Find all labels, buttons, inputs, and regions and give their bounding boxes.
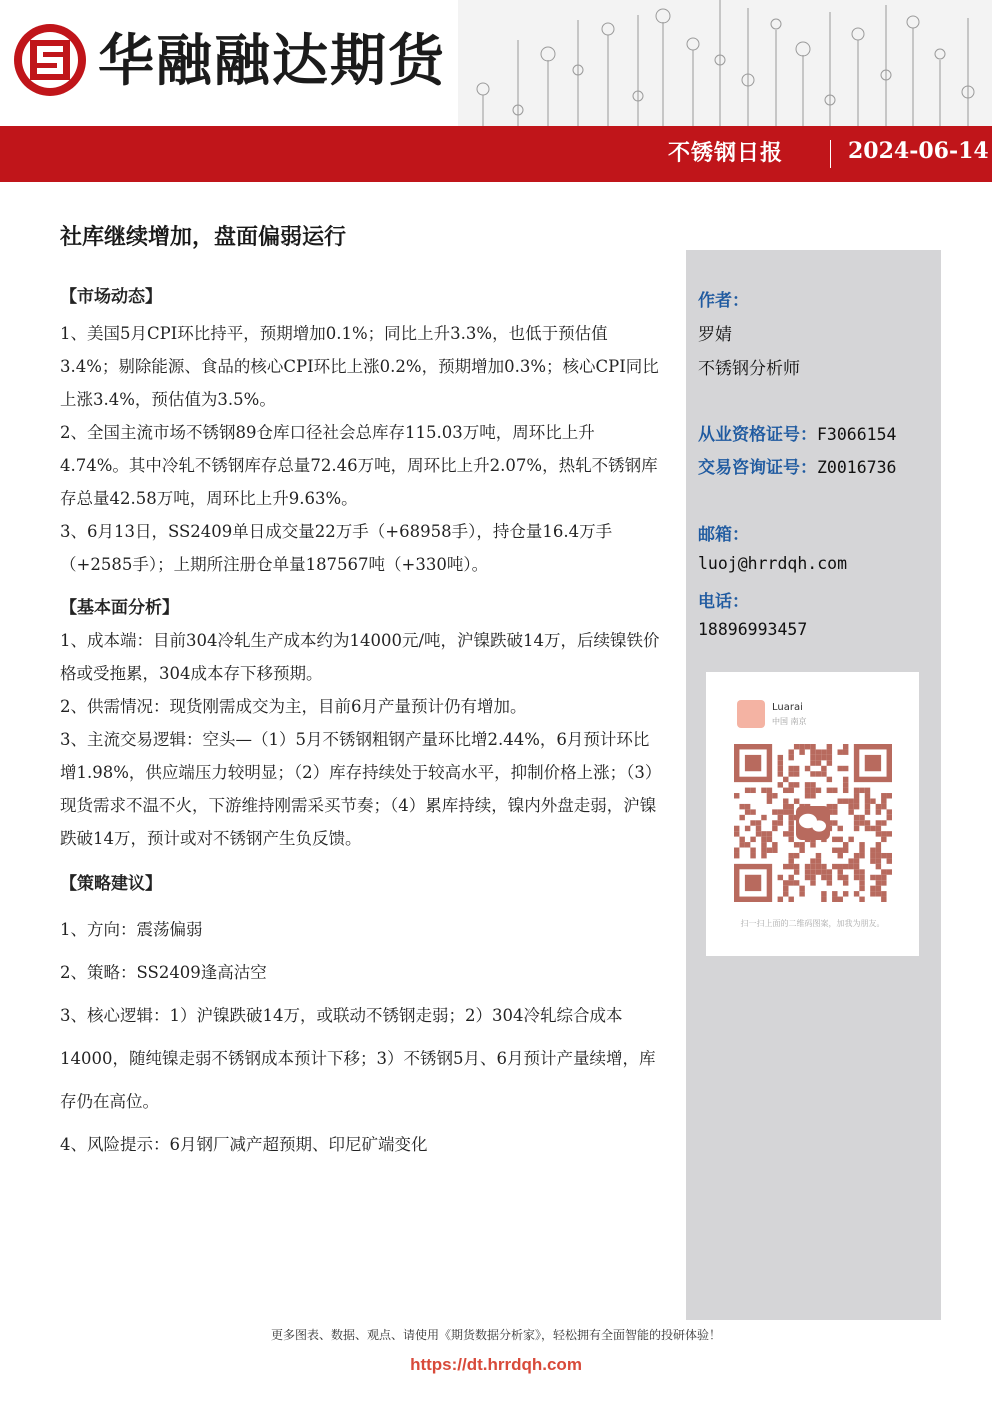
market-dynamics-section [60, 282, 660, 581]
title-divider [830, 140, 831, 168]
qualification-row [698, 420, 896, 445]
qualification-label: 从业资格证号： [698, 425, 817, 445]
report-title-bar [0, 126, 992, 182]
company-logo-icon [12, 22, 88, 98]
author-label: 作者： [698, 291, 749, 311]
email-label: 邮箱： [698, 525, 749, 545]
consult-label: 交易咨询证号： [698, 458, 817, 478]
main-content [60, 282, 660, 1166]
email-link[interactable]: luoj@hrrdqh.com [698, 554, 848, 573]
brand-name: 华融融达期货 [98, 29, 446, 94]
section-title: 【基本面分析】 [60, 598, 179, 618]
section-title: 【市场动态】 [60, 287, 162, 307]
phone-label: 电话： [698, 592, 749, 612]
paragraph: 3、核心逻辑：1）沪镍跌破14万，或联动不锈钢走弱；2）304冷轧综合成本14000，随纯镍走弱不锈钢成本预计下移；3）不锈钢5月、6月预计产量续增，库存仍在高位。 [60, 1006, 656, 1111]
paragraph: 3、主流交易逻辑：空头—（1）5月不锈钢粗钢产量环比增2.44%，6月预计环比增1.98%，供应端压力较明显；（2）库存持续处于较高水平，抑制价格上涨；（3）现货需求不温不火，下游维持刚需采买节奏；（4）累库持续，镍内外盘走弱，沪镍跌破14万，预计或对不锈钢产生负反馈。 [60, 730, 657, 848]
paragraph: 4、风险提示：6月钢厂减产超预期、印尼矿端变化 [60, 1135, 428, 1154]
qr-code-icon [734, 744, 892, 902]
paragraph: 1、方向：震荡偏弱 [60, 920, 203, 939]
fundamental-analysis-section [60, 593, 660, 855]
section-title: 【策略建议】 [60, 874, 162, 894]
paragraph: 1、成本端：目前304冷轧生产成本约为14000元/吨，沪镍跌破14万，后续镍铁价格或受拖累，304成本存下移预期。 [60, 631, 660, 683]
decorative-pins-graphic [458, 0, 992, 126]
footer-note: 更多图表、数据、观点、请使用《期货数据分析家》，轻松拥有全面智能的投研体验！ [270, 1328, 721, 1342]
report-header [0, 0, 992, 182]
consult-number: Z0016736 [817, 458, 897, 477]
paragraph: 2、策略：SS2409逢高沽空 [60, 963, 267, 982]
paragraph: 2、供需情况：现货刚需成交为主，目前6月产量预计仍有增加。 [60, 697, 527, 716]
author-title: 不锈钢分析师 [698, 359, 800, 379]
paragraph: 2、全国主流市场不锈钢89仓库口径社会总库存115.03万吨，周环比上升4.74%。其中冷轧不锈钢库存总量72.46万吨，周环比上升2.07%，热轧不锈钢库存总量42.58万吨，周环比上升9.63%。 [60, 423, 658, 508]
footer-url-link[interactable]: https://dt.hrrdqh.com [410, 1355, 582, 1374]
author-sidebar [686, 250, 941, 1320]
author-name: 罗婧 [698, 325, 732, 345]
paragraph: 3、6月13日，SS2409单日成交量22万手（+68958手），持仓量16.4万手（+2585手）；上期所注册仓单量187567吨（+330吨）。 [60, 522, 613, 574]
report-title: 不锈钢日报 [668, 141, 784, 166]
report-date: 2024-06-14 [848, 138, 989, 164]
avatar [737, 700, 765, 728]
qr-contact-location: 中国 南京 [772, 717, 807, 726]
report-headline: 社库继续增加，盘面偏弱运行 [60, 225, 347, 250]
strategy-section [60, 869, 660, 1166]
consult-row [698, 453, 896, 478]
qr-hint: 扫一扫上面的二维码图案，加我为朋友。 [740, 919, 885, 928]
paragraph: 1、美国5月CPI环比持平，预期增加0.1%；同比上升3.3%，也低于预估值3.4%；剔除能源、食品的核心CPI环比上涨0.2%，预期增加0.3%；核心CPI同比上涨3.4%，预估值为3.5%。 [60, 324, 659, 409]
qr-contact-name: Luarai [772, 702, 803, 713]
phone-number: 18896993457 [698, 620, 808, 639]
qualification-number: F3066154 [817, 425, 897, 444]
wechat-qr-card [706, 672, 919, 956]
